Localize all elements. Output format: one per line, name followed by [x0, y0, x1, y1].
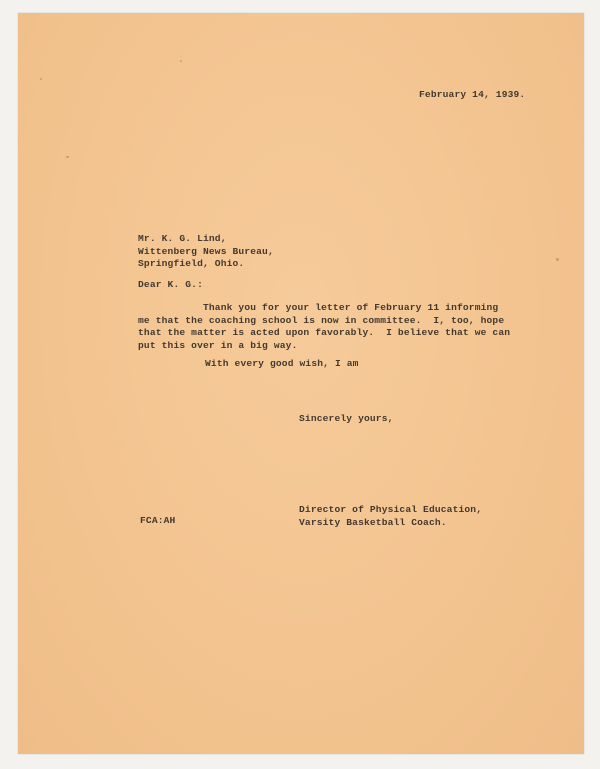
- letter-date: February 14, 1939.: [419, 89, 526, 100]
- body-line: Thank you for your letter of February 11 informing: [138, 302, 499, 313]
- paper-speck: [66, 156, 69, 158]
- reference-initials: FCA:AH: [140, 515, 176, 526]
- salutation: Dear K. G.:: [138, 279, 203, 290]
- title-line: Varsity Basketball Coach.: [299, 516, 447, 528]
- paper-speck: [556, 258, 559, 261]
- body-line: that the matter is acted upon favorably. I believe that we can: [138, 327, 511, 339]
- recipient-line: Wittenberg News Bureau,: [138, 245, 274, 257]
- recipient-line: Springfield, Ohio.: [138, 258, 245, 270]
- paper-speck: [40, 78, 42, 80]
- body-line: me that the coaching school is now in committee. I, too, hope: [138, 314, 505, 326]
- letter-paper: [18, 13, 584, 754]
- closing-line: With every good wish, I am: [205, 358, 359, 369]
- sign-off: Sincerely yours,: [299, 413, 394, 424]
- recipient-line: Mr. K. G. Lind,: [138, 233, 227, 244]
- paper-speck: [180, 60, 182, 62]
- signature-title: [299, 504, 482, 529]
- title-line: Director of Physical Education,: [299, 504, 483, 515]
- letter-body: [138, 302, 510, 352]
- body-line: put this over in a big way.: [138, 339, 298, 351]
- recipient-address: [138, 233, 274, 271]
